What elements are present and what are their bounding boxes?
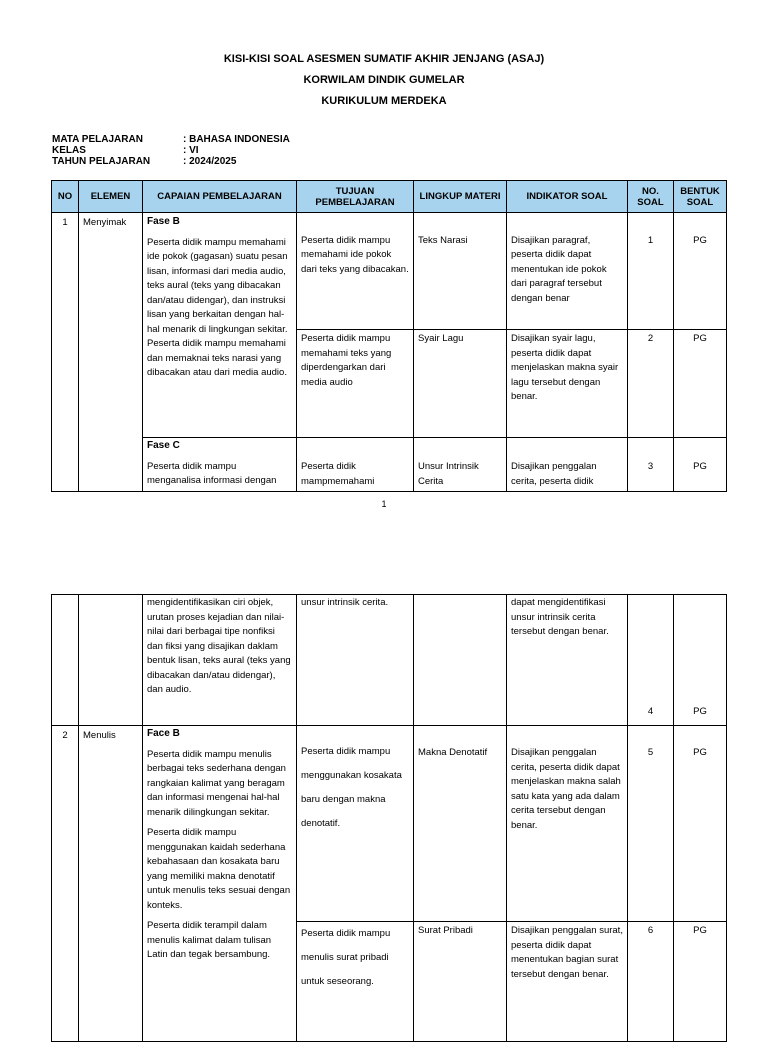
col-bentuk: BENTUK SOAL — [674, 181, 727, 213]
materi-cell: Unsur Intrinsik Cerita — [414, 438, 507, 492]
no-soal-cell: 4 — [628, 595, 674, 726]
materi-cell: Teks Narasi — [414, 234, 507, 330]
cp-text: Peserta didik terampil dalam menulis kalimat dalam tulisan Latin dan tegak bersambung. — [147, 920, 272, 960]
col-no: NO — [52, 181, 79, 213]
table-row — [52, 213, 727, 234]
tujuan-cell: Peserta didik mampu menulis surat pribadi untuk seseorang. — [297, 922, 414, 1042]
row-elemen: Menyimak — [79, 213, 143, 492]
cp-text: Peserta didik mampu memahami ide pokok (gagasan) suatu pesan lisan, informasi dari media audio, teks aural (teks yang dibacakan dan/atau didengar), dan instruksi lisan yang berkaitan dengan hal-hal menarik di lingkungan sekitar. Peserta didik mampu memahami dan memaknai teks narasi yang dibacakan atau dari media audio. — [147, 236, 288, 378]
no-soal-cell: 6 — [628, 922, 674, 1042]
indikator-cell: Disajikan penggalan surat, peserta didik dapat menentukan bagian surat tersebut dengan benar. — [507, 922, 628, 1042]
row-no: 2 — [52, 726, 79, 1042]
meta-block — [52, 134, 290, 167]
page-number: 1 — [381, 499, 387, 509]
tujuan-cell: Peserta didik mampu memahami teks yang diperdengarkan dari media audio — [297, 330, 414, 438]
table-row — [52, 438, 727, 492]
doc-curriculum: KURIKULUM MERDEKA — [321, 95, 447, 107]
table-row — [52, 595, 727, 726]
bentuk-cell: PG — [674, 726, 727, 922]
indikator-cell: dapat mengidentifikasi unsur intrinsik cerita tersebut dengan benar. — [507, 595, 628, 726]
row-elemen: Menulis — [79, 726, 143, 1042]
bentuk-cell: PG — [674, 922, 727, 1042]
tujuan-cell: Peserta didik mampu menggunakan kosakata baru dengan makna denotatif. — [297, 726, 414, 922]
table-row — [52, 726, 727, 922]
materi-cell: Syair Lagu — [414, 330, 507, 438]
bentuk-cell: PG — [674, 330, 727, 438]
no-soal-cell: 1 — [628, 234, 674, 330]
no-soal-cell: 3 — [628, 438, 674, 492]
meta-class: KELAS : VI — [52, 145, 199, 156]
tujuan-cell: Peserta didik mampmemahami — [297, 438, 414, 492]
fase-label: Face B — [147, 728, 180, 739]
table-header-row — [52, 181, 727, 213]
indikator-cell: Disajikan penggalan cerita, peserta didik dapat menjelaskan makna salah satu kata yang ada dalam cerita tersebut dengan benar. — [507, 726, 628, 922]
cp-fase-c-cell — [143, 438, 297, 492]
indikator-cell: Disajikan syair lagu, peserta didik dapat menjelaskan makna syair lagu tersebut dengan benar. — [507, 330, 628, 438]
indikator-cell: Disajikan paragraf, peserta didik dapat menentukan ide pokok dari paragraf tersebut dengan benar — [507, 234, 628, 330]
cp-fase-b-cell — [143, 213, 297, 438]
fase-label: Fase C — [147, 440, 180, 451]
tujuan-cell: unsur intrinsik cerita. — [297, 595, 414, 726]
cp-fase-b-cell — [143, 726, 297, 1042]
bentuk-cell: PG — [674, 234, 727, 330]
cp-text: Peserta didik mampu menggunakan kaidah sederhana kebahasaan dan kosakata baru yang memiliki makna denotatif untuk menulis teks sesuai dengan konteks. — [147, 827, 291, 911]
indikator-cell: Disajikan penggalan cerita, peserta didik — [507, 438, 628, 492]
no-soal-cell: 5 — [628, 726, 674, 922]
col-tujuan: TUJUAN PEMBELAJARAN — [297, 181, 414, 213]
materi-cell: Surat Pribadi — [414, 922, 507, 1042]
cp-text: mengidentifikasikan ciri objek, urutan proses kejadian dan nilai-nilai dari berbagai tipe nonfiksi dan fiksi yang disajikan daklam bentuk lisan, teks aural (teks yang dibacakan dan/atau didengar), dan audio. — [143, 595, 297, 726]
tujuan-cell: Peserta didik mampu memahami ide pokok dari teks yang dibacakan. — [297, 234, 414, 330]
bentuk-cell: PG — [674, 595, 727, 726]
col-no-soal: NO. SOAL — [628, 181, 674, 213]
no-soal-cell: 2 — [628, 330, 674, 438]
col-lingkup: LINGKUP MATERI — [414, 181, 507, 213]
cp-text: Peserta didik mampu menganalisa informasi dengan — [147, 460, 277, 486]
col-capaian: CAPAIAN PEMBELAJARAN — [143, 181, 297, 213]
kisi-table-page2 — [51, 594, 727, 1042]
doc-title: KISI-KISI SOAL ASESMEN SUMATIF AKHIR JENJANG (ASAJ) — [223, 53, 545, 65]
meta-year: TAHUN PELAJARAN : 2024/2025 — [52, 156, 237, 167]
col-indikator: INDIKATOR SOAL — [507, 181, 628, 213]
row-no: 1 — [52, 213, 79, 492]
kisi-table-page1 — [51, 180, 727, 492]
meta-subject: MATA PELAJARAN : BAHASA INDONESIA — [52, 134, 290, 145]
fase-label: Fase B — [147, 216, 180, 227]
cp-text: Peserta didik mampu menulis berbagai teks sederhana dengan rangkaian kalimat yang beragam dan informasi mengenai hal-hal menarik dilingkungan sekitar. — [147, 748, 286, 818]
materi-cell: Makna Denotatif — [414, 726, 507, 922]
doc-subtitle: KORWILAM DINDIK GUMELAR — [303, 74, 465, 86]
col-elemen: ELEMEN — [79, 181, 143, 213]
bentuk-cell: PG — [674, 438, 727, 492]
